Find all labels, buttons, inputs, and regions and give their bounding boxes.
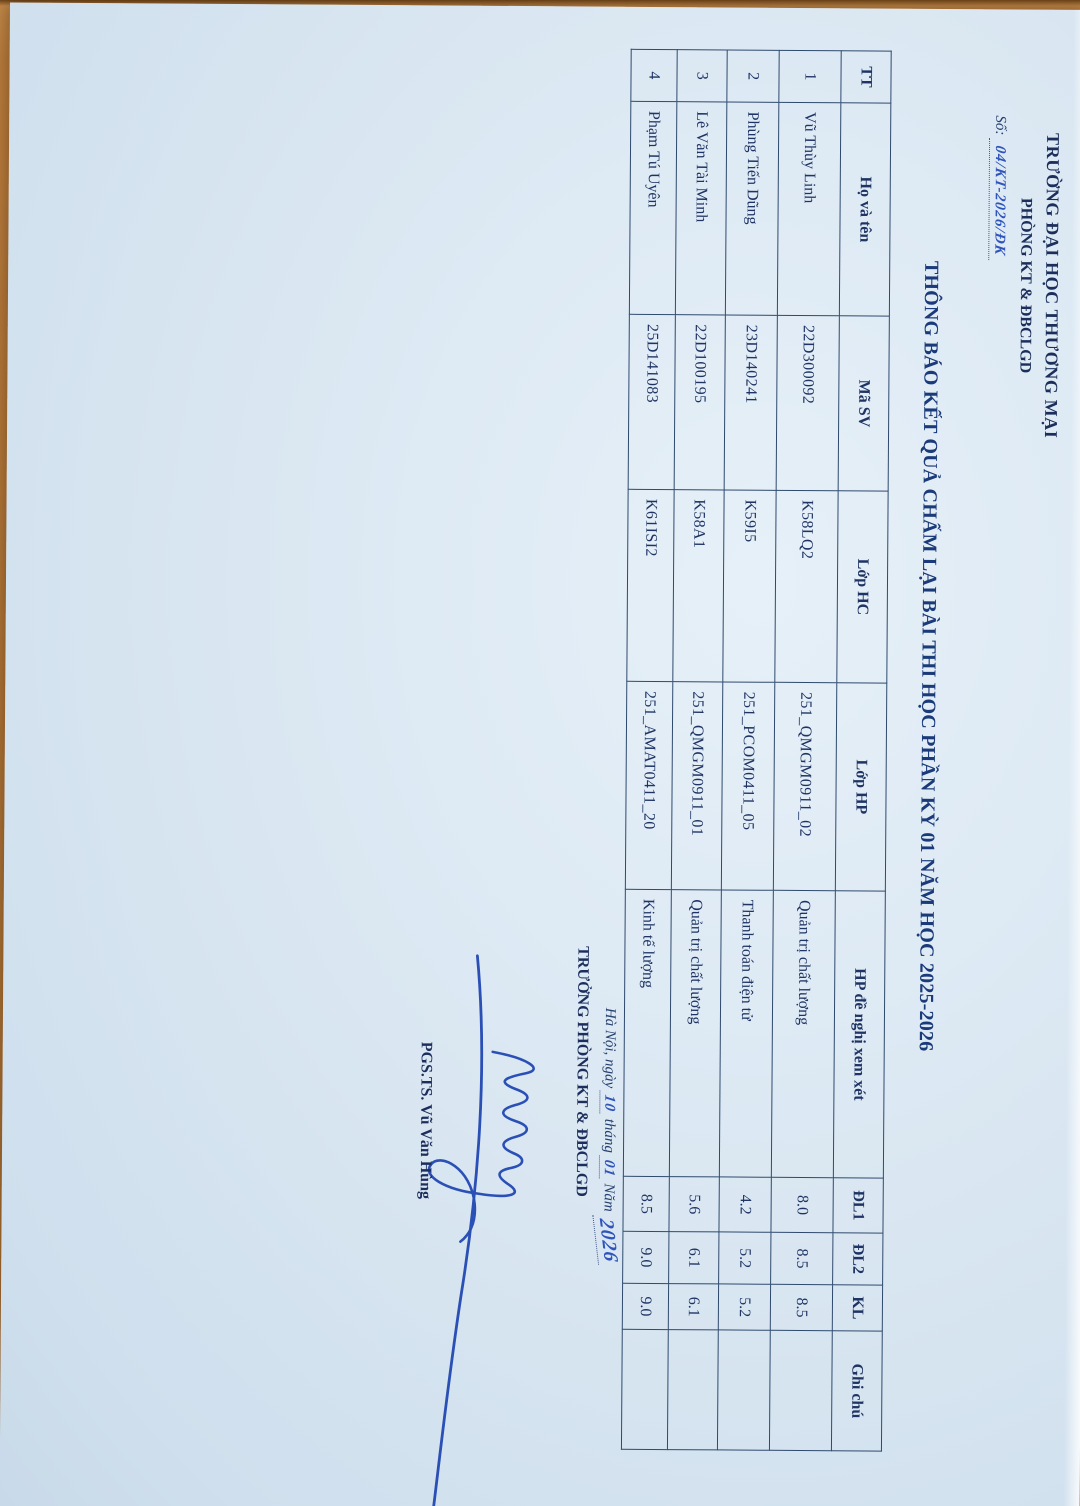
cell-lophp: 251_QMGM0911_02 <box>773 682 836 890</box>
cell-name: Phùng Tiến Dũng <box>725 102 778 315</box>
cell-ghichu <box>621 1329 668 1449</box>
cell-lophp: 251_QMGM0911_01 <box>671 682 722 890</box>
cell-lophc: K58LQ2 <box>775 490 838 682</box>
document-paper <box>0 2 1080 1506</box>
cell-masv: 22D100195 <box>674 315 725 490</box>
table-header-row <box>831 51 891 1451</box>
cell-dl1: 8.5 <box>623 1176 669 1231</box>
cell-lophc: K58A1 <box>673 490 724 682</box>
cell-name: Phạm Tú Uyên <box>629 101 676 314</box>
cell-tt: 3 <box>677 50 727 102</box>
handwritten-year: 2026 <box>592 1215 622 1266</box>
signature-stroke <box>428 1051 533 1242</box>
cell-lophp: 251_PCOM0411_05 <box>721 682 774 890</box>
place-date-line <box>594 942 624 1332</box>
results-table <box>621 49 892 1452</box>
cell-lophc: K59I5 <box>723 490 776 682</box>
document-number-handwritten: 04/KT-2026/ĐK <box>988 138 1008 263</box>
cell-kl: 5.2 <box>718 1284 770 1330</box>
col-header-tt: TT <box>841 51 891 103</box>
cell-hp: Kinh tế lượng <box>623 889 671 1176</box>
letterhead <box>987 105 1064 466</box>
cell-dl2: 9.0 <box>623 1231 669 1283</box>
cell-ghichu <box>769 1330 832 1450</box>
table-row <box>667 50 727 1450</box>
month-label: tháng <box>601 1118 618 1153</box>
cell-dl2: 5.2 <box>719 1232 771 1284</box>
col-header-lophc: Lớp HC <box>837 491 888 683</box>
cell-dl1: 4.2 <box>719 1177 771 1232</box>
document-number-line <box>987 105 1009 465</box>
cell-lophc: K61ISI2 <box>627 489 674 681</box>
col-header-name: Họ và tên <box>839 103 890 316</box>
year-label: Năm <box>600 1183 617 1212</box>
cell-dl1: 5.6 <box>669 1177 719 1232</box>
col-header-lophp: Lớp HP <box>835 683 886 891</box>
cell-hp: Thanh toán điện tử <box>719 890 773 1177</box>
cell-tt: 2 <box>727 50 779 102</box>
cell-ghichu <box>667 1330 718 1450</box>
signer-title: TRƯỞNG PHÒNG KT & ĐBCLGD <box>572 946 592 1197</box>
table-row <box>621 49 677 1449</box>
signer-name: PGS.TS. Vũ Văn Hùng <box>416 1041 435 1200</box>
cell-hp: Quản trị chất lượng <box>669 890 721 1177</box>
col-header-hp: HP đề nghị xem xét <box>833 891 885 1178</box>
table-row <box>717 50 779 1450</box>
cell-masv: 22D300092 <box>776 315 839 490</box>
cell-hp: Quản trị chất lượng <box>771 890 835 1177</box>
cell-tt: 1 <box>779 50 841 102</box>
cell-masv: 23D140241 <box>724 315 777 490</box>
cell-kl: 8.5 <box>770 1284 832 1330</box>
cell-ghichu <box>717 1330 770 1450</box>
col-header-kl: KL <box>832 1285 882 1331</box>
table-row <box>769 50 841 1450</box>
cell-tt: 4 <box>631 49 677 101</box>
cell-name: Vũ Thùy Linh <box>777 102 840 315</box>
col-header-dl2: ĐL2 <box>833 1233 883 1285</box>
col-header-masv: Mã SV <box>838 316 889 491</box>
cell-kl: 9.0 <box>622 1283 668 1329</box>
department-name: PHÒNG KT & ĐBCLGD <box>1016 197 1035 374</box>
handwritten-day: 10 <box>599 1091 617 1117</box>
cell-dl1: 8.0 <box>771 1177 833 1232</box>
signature-flourish <box>434 955 483 1506</box>
cell-dl2: 6.1 <box>669 1232 719 1284</box>
cell-lophp: 251_AMAT0411_20 <box>625 681 672 889</box>
handwritten-month: 01 <box>599 1155 617 1181</box>
cell-name: Lê Văn Tài Minh <box>675 102 726 315</box>
col-header-ghichu: Ghi chú <box>831 1331 882 1451</box>
cell-masv: 25D141083 <box>628 314 675 489</box>
col-header-dl1: ĐL1 <box>833 1178 883 1233</box>
cell-kl: 6.1 <box>668 1284 718 1330</box>
date-prefix: Hà Nội, ngày <box>601 1007 619 1089</box>
document-number-label: Số: <box>992 115 1009 136</box>
university-name: TRƯỜNG ĐẠI HỌC THƯƠNG MẠI <box>1041 133 1064 439</box>
cell-dl2: 8.5 <box>771 1232 833 1284</box>
page-title: THÔNG BÁO KẾT QUẢ CHẤM LẠI BÀI THI HỌC PHẦN KỲ 01 NĂM HỌC 2025-2026 <box>914 260 943 1052</box>
